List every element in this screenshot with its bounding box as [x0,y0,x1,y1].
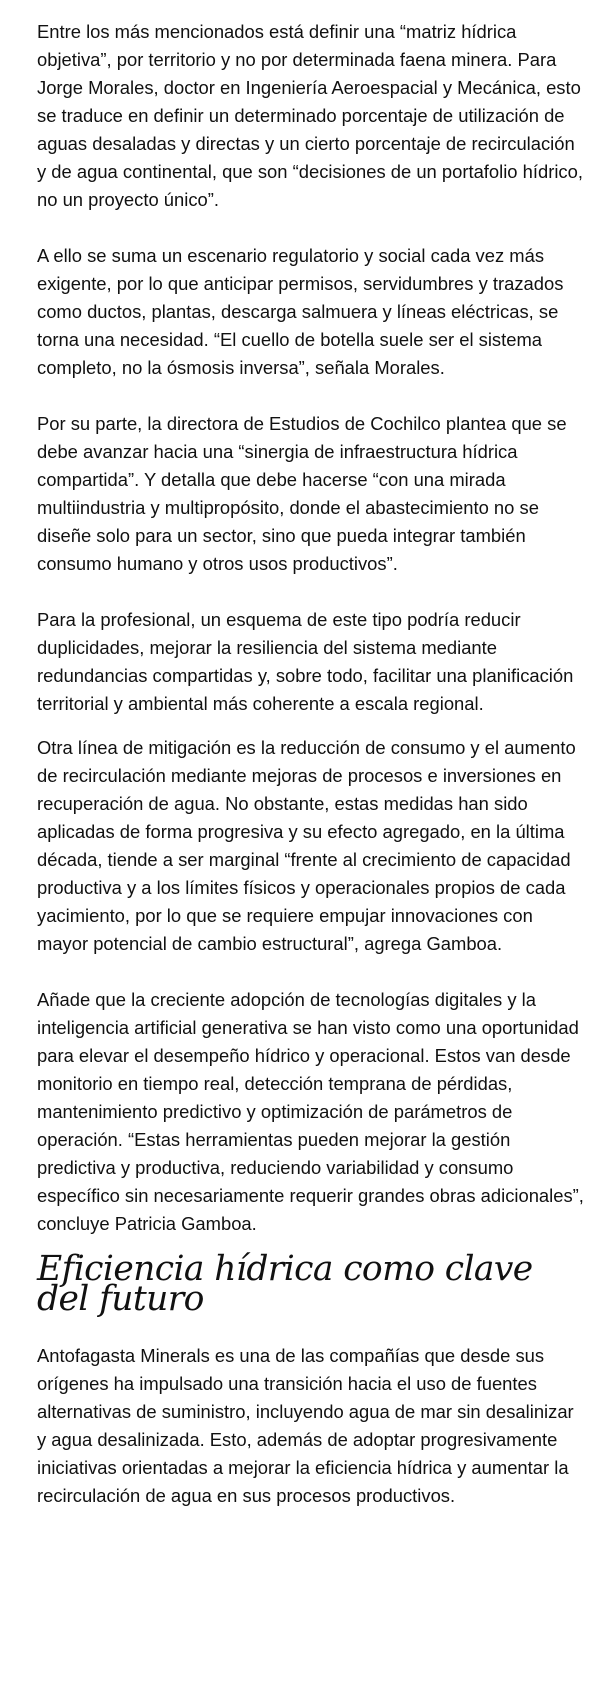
paragraph-antofagasta-minerals: Antofagasta Minerals es una de las compañías que desde sus orígenes ha impulsado una transición hacia el uso de fuentes alternativas de suministro, incluyendo agua de mar sin desalinizar y agua desalinizada. Esto, además de adoptar progresivamente iniciativas orientadas a mejorar la eficiencia hídrica y aumentar la recirculación de agua en sus procesos productivos. [37,1345,574,1506]
section-heading: Eficiencia hídrica como clave del futuro [37,1249,533,1319]
paragraph-matriz-hidrica: Entre los más mencionados está definir una “matriz hídrica objetiva”, por territorio y no por determinada faena minera. Para Jorge Morales, doctor en Ingeniería Aeroespacial y Mecánica, esto se traduce en definir un determinado porcentaje de utilización de aguas desaladas y directas y un cierto porcentaje de recirculación y de agua continental, que son “decisiones de un portafolio hídrico, no un proyecto único”. [37,21,583,210]
paragraph-escenario-regulatorio: A ello se suma un escenario regulatorio y social cada vez más exigente, por lo que anticipar permisos, servidumbres y trazados como ductos, plantas, descarga salmuera y líneas eléctricas, se torna una necesidad. “El cuello de botella suele ser el sistema completo, no la ósmosis inversa”, señala Morales. [37,245,564,378]
paragraph-sinergia-infraestructura: Por su parte, la directora de Estudios de Cochilco plantea que se debe avanzar hacia una “sinergia de infraestructura hídrica compartida”. Y detalla que debe hacerse “con una mirada multiindustria y multipropósito, donde el abastecimiento no se diseñe solo para un sector, sino que pueda integrar también consumo humano y otros usos productivos”. [37,413,567,574]
article-body [37,18,585,1510]
paragraph-mitigacion-consumo: Otra línea de mitigación es la reducción de consumo y el aumento de recirculación mediante mejoras de procesos e inversiones en recuperación de agua. No obstante, estas medidas han sido aplicadas de forma progresiva y su efecto agregado, en la última década, tiende a ser marginal “frente al crecimiento de capacidad productiva y a los límites físicos y operacionales propios de cada yacimiento, por lo que se requiere empujar innovaciones con mayor potencial de cambio estructural”, agrega Gamboa. [37,737,576,954]
paragraph-esquema-profesional: Para la profesional, un esquema de este tipo podría reducir duplicidades, mejorar la resiliencia del sistema mediante redundancias compartidas y, sobre todo, facilitar una planificación territorial y ambiental más coherente a escala regional. [37,609,574,714]
paragraph-tecnologias-digitales: Añade que la creciente adopción de tecnologías digitales y la inteligencia artificial generativa se han visto como una oportunidad para elevar el desempeño hídrico y operacional. Estos van desde monitorio en tiempo real, detección temprana de pérdidas, mantenimiento predictivo y optimización de parámetros de operación. “Estas herramientas pueden mejorar la gestión predictiva y productiva, reduciendo variabilidad y consumo específico sin necesariamente requerir grandes obras adicionales”, concluye Patricia Gamboa. [37,989,584,1234]
